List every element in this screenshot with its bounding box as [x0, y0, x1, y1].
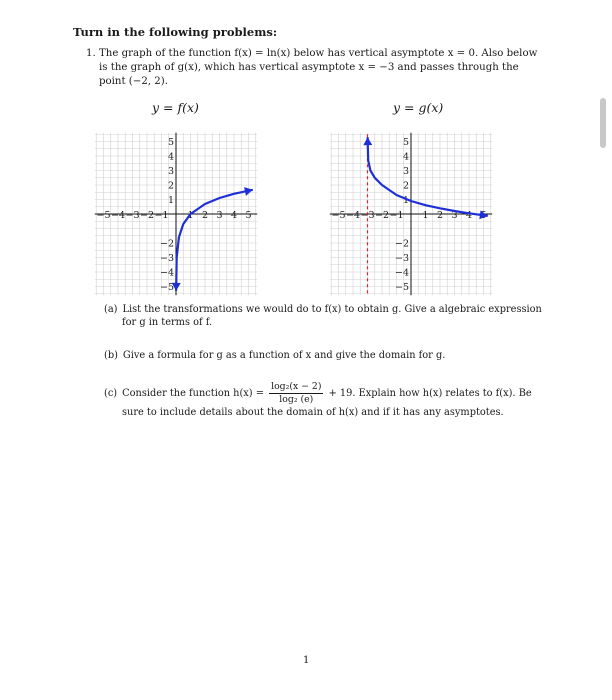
- f-x-tick-label: −1: [154, 210, 169, 221]
- f-y-tick-label: 5: [167, 137, 174, 148]
- f-y-tick-label: 4: [167, 151, 174, 163]
- f-x-tick-label: −4: [110, 210, 126, 221]
- part-c-text-1: Consider the function h(x) =: [122, 388, 264, 399]
- g-y-tick-label: −4: [394, 267, 409, 279]
- f-x-tick-label: 4: [230, 210, 238, 221]
- f-x-tick-label: −5: [96, 210, 111, 221]
- g-y-tick-label: −2: [394, 238, 409, 250]
- f-x-tick-label: −2: [139, 210, 155, 221]
- g-x-tick-label: −3: [360, 210, 375, 221]
- f-y-tick-label: 3: [167, 166, 174, 177]
- g-graph: [331, 128, 499, 293]
- h-fraction: [269, 381, 323, 406]
- part-a: [104, 303, 544, 329]
- g-y-tick-label: 1: [402, 195, 409, 206]
- f-x-tick-label: 5: [245, 210, 252, 221]
- g-x-tick-label: −1: [389, 210, 404, 221]
- f-x-tick-label: 2: [201, 210, 209, 221]
- part-c: [104, 381, 544, 419]
- problem-text: The graph of the function f(x) = ln(x) below has vertical asymptote x = 0. Also below is the graph of g(x), which has vertical asymptote x = −3 and passes through the point (−2, 2).: [99, 48, 538, 87]
- g-y-tick-label: 3: [402, 166, 409, 177]
- g-x-tick-label: 2: [436, 210, 444, 221]
- g-x-tick-label: 3: [451, 210, 458, 221]
- scrollbar-thumb[interactable]: [600, 98, 606, 148]
- g-y-tick-label: −5: [394, 282, 409, 293]
- g-x-tick-label: 1: [422, 210, 429, 221]
- g-y-tick-label: 4: [402, 151, 409, 163]
- g-plot-title: y = g(x): [393, 100, 444, 115]
- g-x-tick-label: 4: [465, 210, 473, 221]
- g-x-tick-label: −4: [345, 210, 361, 221]
- f-graph: [96, 128, 264, 293]
- page-number: 1: [303, 655, 310, 666]
- part-a-text-2: for g in terms of f.: [122, 317, 213, 328]
- section-heading: Turn in the following problems:: [73, 25, 278, 39]
- g-x-tick-label: −5: [331, 210, 346, 221]
- g-y-tick-label: −3: [394, 253, 409, 264]
- part-b-text: Give a formula for g as a function of x and give the domain for g.: [122, 350, 446, 361]
- part-c-text-2: + 19. Explain how h(x) relates to f(x). Be: [328, 388, 532, 399]
- f-x-tick-label: 1: [187, 210, 194, 221]
- part-c-text-3: sure to include details about the domain of h(x) and if it has any asymptotes.: [122, 407, 504, 418]
- h-numerator: log₂(x − 2): [271, 381, 322, 392]
- f-x-tick-label: 3: [216, 210, 223, 221]
- f-y-tick-label: −2: [159, 238, 174, 250]
- f-y-tick-label: −4: [159, 267, 174, 279]
- part-a-text-1: List the transformations we would do to f(x) to obtain g. Give a algebraic expression: [122, 304, 542, 315]
- h-denominator: log₂ (e): [279, 394, 314, 405]
- part-a-label: (a): [104, 304, 118, 315]
- f-y-tick-label: 2: [167, 180, 174, 192]
- problem-1: [86, 47, 546, 89]
- f-y-tick-label: −5: [159, 282, 174, 293]
- part-c-label: (c): [104, 388, 118, 399]
- g-x-tick-label: −2: [374, 210, 390, 221]
- f-y-tick-label: 1: [167, 195, 174, 206]
- part-b: [104, 349, 544, 362]
- f-x-tick-label: −3: [125, 210, 140, 221]
- g-y-tick-label: 5: [402, 137, 409, 148]
- f-y-tick-label: −3: [159, 253, 174, 264]
- part-b-label: (b): [104, 350, 118, 361]
- problem-number: 1.: [86, 48, 96, 59]
- g-y-tick-label: 2: [402, 180, 409, 192]
- f-plot-title: y = f(x): [152, 100, 199, 115]
